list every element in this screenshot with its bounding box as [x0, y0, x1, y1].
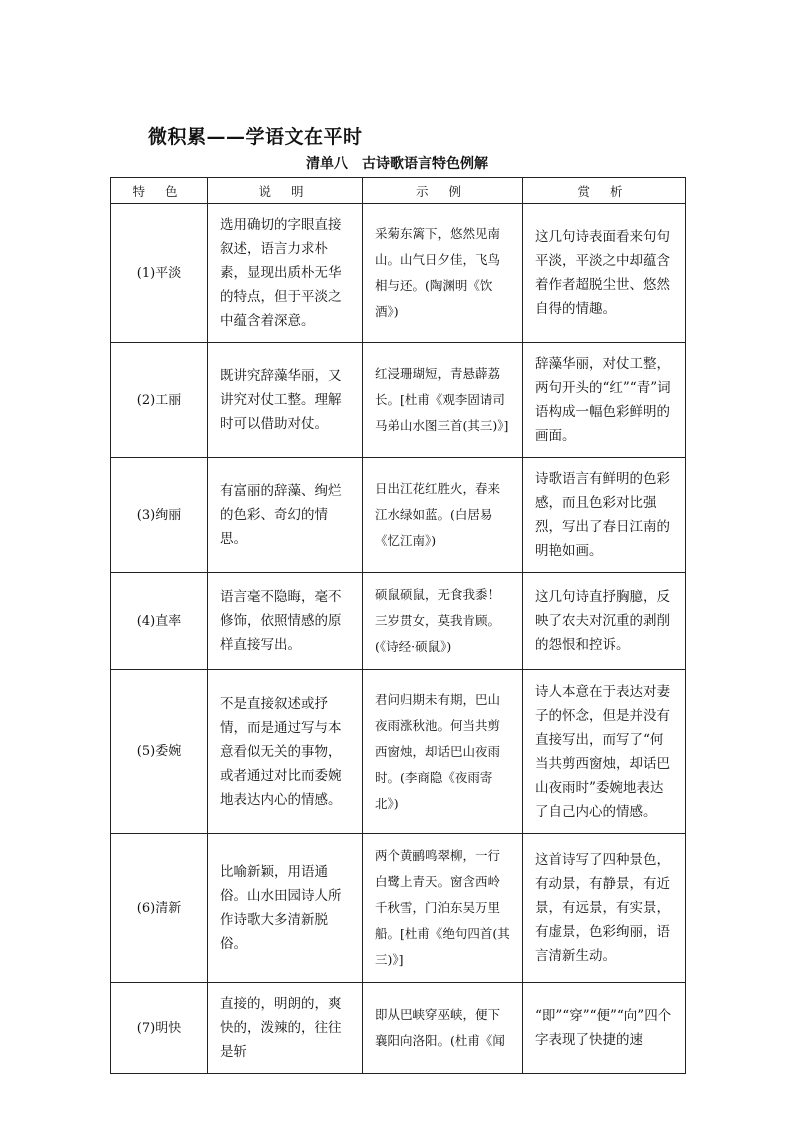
- example-cell: 采菊东篱下，悠然见南山。山气日夕佳，飞鸟相与还。(陶渊明《饮酒》): [375, 226, 501, 319]
- feature-cell: (1)平淡: [111, 204, 208, 343]
- feature-cell: (3)绚丽: [111, 458, 208, 573]
- example-cell: 硕鼠硕鼠，无食我黍！三岁贯女，莫我肯顾。(《诗经·硕鼠》): [375, 587, 501, 654]
- analysis-cell: 诗歌语言有鲜明的色彩感，而且色彩对比强烈，写出了春日江南的明艳如画。: [535, 471, 670, 559]
- analysis-cell: 诗人本意在于表达对妻子的怀念，但是并没有直接写出，而写了“何当共剪西窗烛，却话巴山夜雨时”委婉地表达了自己内心的情感。: [535, 683, 670, 820]
- description-cell: 语言毫不隐晦，毫不修饰，依照情感的原样直接写出。: [220, 589, 342, 653]
- feature-cell: (4)直率: [111, 573, 208, 670]
- list-title: 清单八 古诗歌语言特色例解: [306, 156, 488, 172]
- description-cell: 直接的，明朗的，爽快的，泼辣的，往往是斩: [220, 996, 342, 1060]
- feature-cell: (7)明快: [111, 983, 208, 1074]
- table-row: [111, 670, 686, 834]
- example-cell: 君问归期未有期，巴山夜雨涨秋池。何当共剪西窗烛，却话巴山夜雨时。(李商隐《夜雨寄北》): [375, 691, 501, 811]
- description-cell: 比喻新颖，用语通俗。山水田园诗人所作诗歌大多清新脱俗。: [220, 864, 342, 952]
- example-cell: 两个黄鹂鸣翠柳，一行白鹭上青天。窗含西岭千秋雪，门泊东吴万里船。[杜甫《绝句四首(其三)》]: [375, 848, 510, 967]
- table-row: [111, 573, 686, 670]
- example-cell: 红浸珊瑚短，青悬薜荔长。[杜甫《观李固请司马弟山水图三首(其三)》]: [375, 366, 509, 433]
- description-cell: 既讲究辞藻华丽，又讲究对仗工整。理解时可以借助对仗。: [220, 368, 342, 432]
- page-heading: 微积累——学语文在平时: [148, 126, 363, 148]
- analysis-cell: 这首诗写了四种景色，有动景，有静景，有近景，有远景，有实景，有虚景，色彩绚丽，语言清新生动。: [535, 852, 670, 964]
- description-cell: 有富丽的辞藻、绚烂的色彩、奇幻的情思。: [220, 483, 342, 547]
- description-cell: 不是直接叙述或抒情，而是通过写与本意看似无关的事物，或者通过对比而委婉地表达内心的情感。: [220, 695, 342, 808]
- table-row: [111, 983, 686, 1074]
- table-row: [111, 458, 686, 573]
- example-cell: 即从巴峡穿巫峡，便下襄阳向洛阳。(杜甫《闻: [375, 1007, 505, 1048]
- header-example: 示 例: [363, 178, 523, 204]
- description-cell: 选用确切的字眼直接叙述，语言力求朴素，显现出质朴无华的特点，但于平淡之中蕴含着深意。: [220, 217, 342, 329]
- analysis-cell: “即”“穿”“便”“向”四个字表现了快捷的速: [535, 1008, 672, 1048]
- table-row: [111, 834, 686, 983]
- analysis-cell: 这几句诗表面看来句句平淡，平淡之中却蕴含着作者超脱尘世、悠然自得的情趣。: [535, 229, 670, 317]
- header-analysis: 赏 析: [523, 178, 686, 204]
- table-row: [111, 343, 686, 458]
- feature-cell: (2)工丽: [111, 343, 208, 458]
- analysis-cell: 这几句诗直抒胸臆，反映了农夫对沉重的剥削的怨恨和控诉。: [535, 589, 670, 653]
- example-cell: 日出江花红胜火，春来江水绿如蓝。(白居易《忆江南》): [375, 481, 501, 548]
- feature-cell: (6)清新: [111, 834, 208, 983]
- poetry-language-table: [110, 177, 686, 1074]
- feature-cell: (5)委婉: [111, 670, 208, 834]
- table-header-row: [111, 178, 686, 204]
- table-row: [111, 204, 686, 343]
- header-description: 说 明: [208, 178, 363, 204]
- header-feature: 特 色: [111, 178, 208, 204]
- analysis-cell: 辞藻华丽，对仗工整，两句开头的“红”“青”词语构成一幅色彩鲜明的画面。: [535, 356, 671, 444]
